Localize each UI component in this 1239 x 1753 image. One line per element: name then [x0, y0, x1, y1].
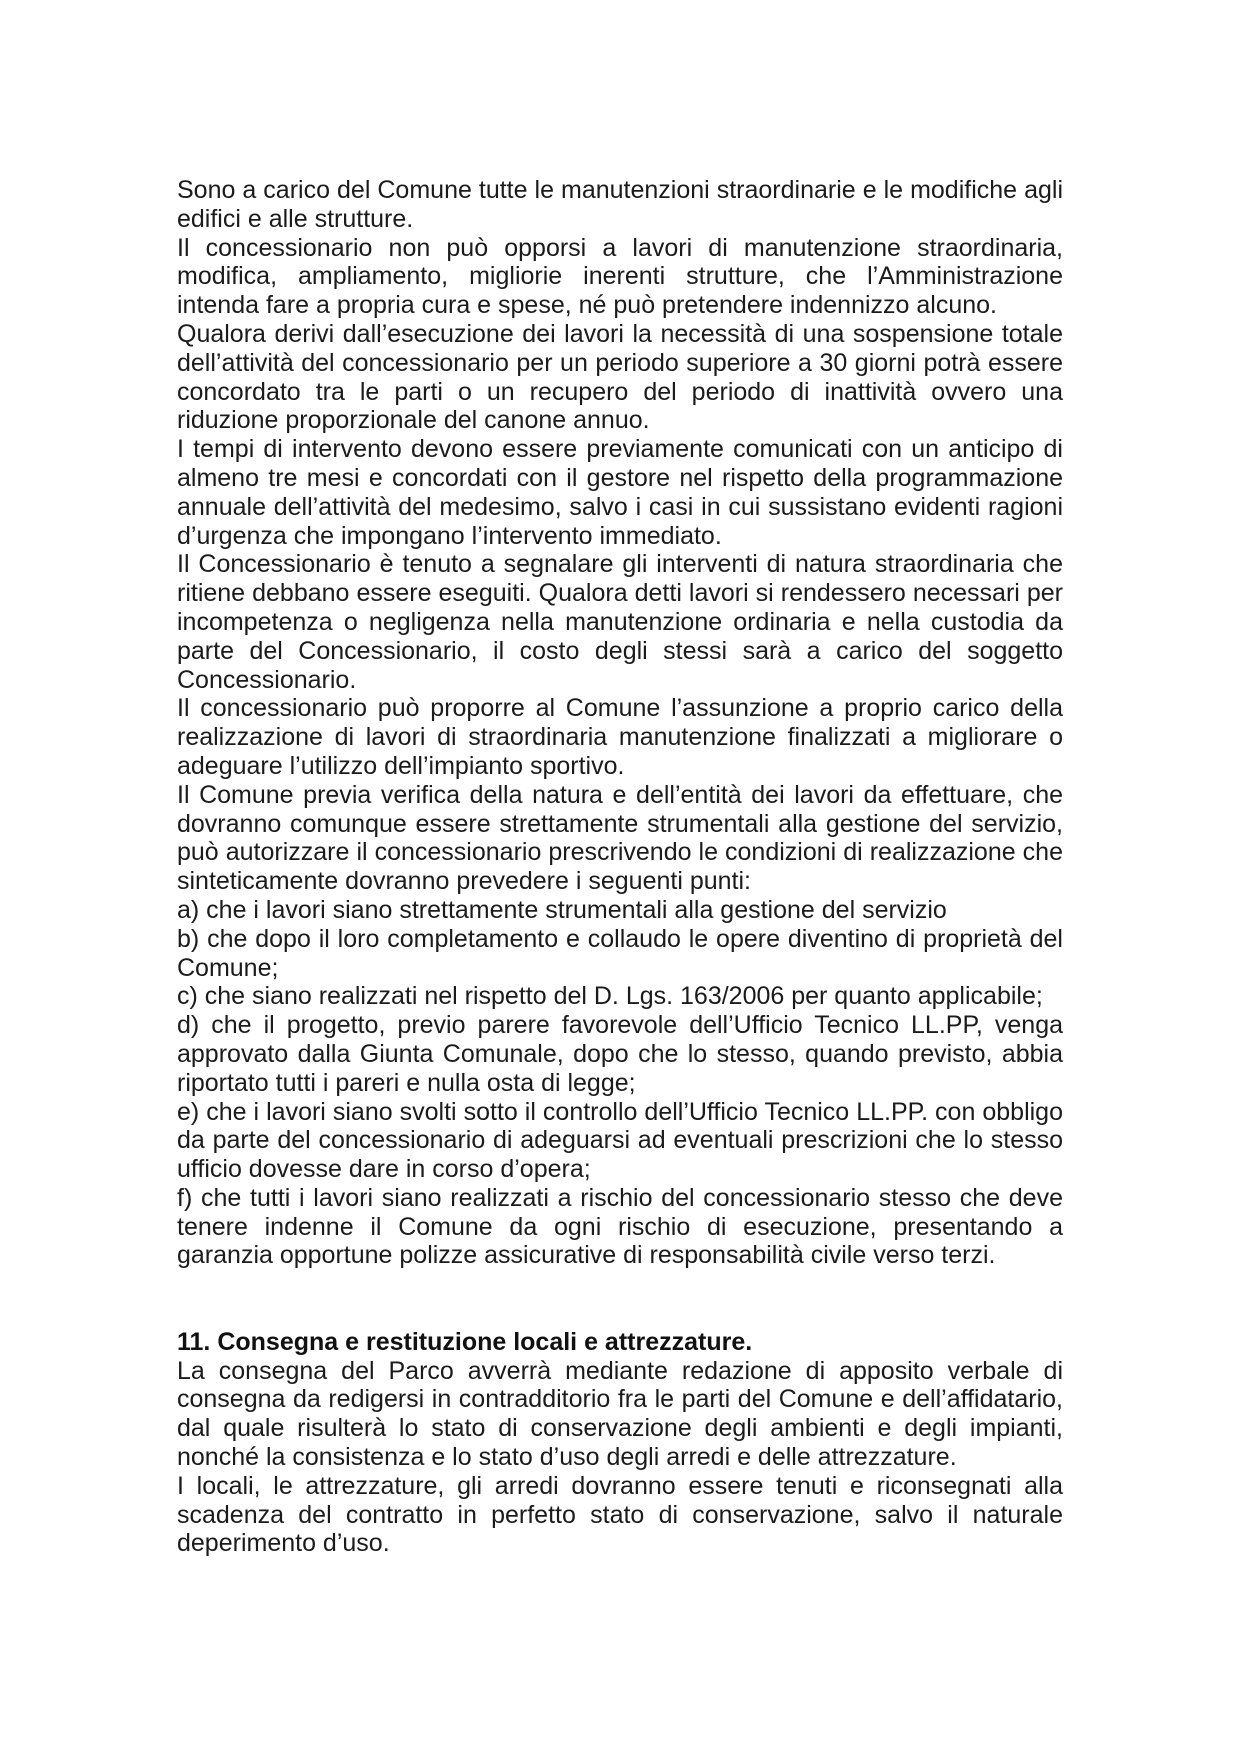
condition-item-a: a) che i lavori siano strettamente strumentali alla gestione del servizio — [177, 895, 947, 924]
condition-item-c: c) che siano realizzati nel rispetto del D. Lgs. 163/2006 per quanto applicabile; — [177, 982, 1043, 1011]
paragraph-no-opposition: Il concessionario non può opporsi a lavori di manutenzione straordinaria, modifica, ampliamento, migliorie inerenti strutture, che l’Amministrazione intenda fare a propria cura e spese, né può pretendere indennizzo alcuno. — [177, 233, 1063, 320]
paragraph-works-proposal: Il concessionario può proporre al Comune l’assunzione a proprio carico della realizzazione di lavori di straordinaria manutenzione finalizzati a migliorare o adeguare l’utilizzo dell’impianto sportivo. — [177, 694, 1063, 780]
condition-item-d: d) che il progetto, previo parere favorevole dell’Ufficio Tecnico LL.PP, venga approvato dalla Giunta Comunale, dopo che lo stesso, quando previsto, abbia riportato tutti i pareri e nulla osta di legge; — [177, 1011, 1063, 1097]
paragraph-suspension-compensation: Qualora derivi dall’esecuzione dei lavori la necessità di una sospensione totale dell’attività del concessionario per un periodo superiore a 30 giorni potrà essere concordato tra le parti o un recupero del periodo di inattività ovvero una riduzione proporzionale del canone annuo. — [177, 319, 1063, 435]
paragraph-return-condition: I locali, le attrezzature, gli arredi dovranno essere tenuti e riconsegnati alla scadenza del contratto in perfetto stato di conservazione, salvo il naturale deperimento d’uso. — [177, 1471, 1063, 1558]
section-heading-11: 11. Consegna e restituzione locali e attrezzature. — [177, 1327, 753, 1356]
document-text-column — [177, 176, 1063, 1558]
condition-item-b: b) che dopo il loro completamento e collaudo le opere diventino di proprietà del Comune; — [177, 924, 1063, 982]
paragraph-intervention-timing: I tempi di intervento devono essere previamente comunicati con un anticipo di almeno tre mesi e concordati con il gestore nel rispetto della programmazione annuale dell’attività del medesimo, salvo i casi in cui sussistano evidenti ragioni d’urgenza che impongano l’intervento immediato. — [177, 435, 1063, 550]
paragraph-authorization-conditions: Il Comune previa verifica della natura e dell’entità dei lavori da effettuare, che dovranno comunque essere strettamente strumentali alla gestione del servizio, può autorizzare il concessionario prescrivendo le condizioni di realizzazione che sinteticamente dovranno prevedere i seguenti punti: — [177, 780, 1063, 896]
paragraph-extraordinary-reporting: Il Concessionario è tenuto a segnalare gli interventi di natura straordinaria che ritiene debbano essere eseguiti. Qualora detti lavori si rendessero necessari per incompetenza o negligenza nella manutenzione ordinaria e nella custodia da parte del Concessionario, il costo degli stessi sarà a carico del soggetto Concessionario. — [177, 550, 1063, 694]
paragraph-delivery-report: La consegna del Parco avverrà mediante redazione di apposito verbale di consegna da redigersi in contradditorio fra le parti del Comune e dell’affidatario, dal quale risulterà lo stato di conservazione degli ambienti e degli impianti, nonché la consistenza e lo stato d’uso degli arredi e delle attrezzature. — [177, 1356, 1063, 1472]
condition-item-e: e) che i lavori siano svolti sotto il controllo dell’Ufficio Tecnico LL.PP. con obbligo da parte del concessionario di adeguarsi ad eventuali prescrizioni che lo stesso ufficio dovesse dare in corso d’opera; — [177, 1097, 1063, 1184]
paragraph-maintenance-burden: Sono a carico del Comune tutte le manutenzioni straordinarie e le modifiche agli edifici e alle strutture. — [177, 176, 1063, 233]
condition-item-f: f) che tutti i lavori siano realizzati a rischio del concessionario stesso che deve tenere indenne il Comune da ogni rischio di esecuzione, presentando a garanzia opportune polizze assicurative di responsabilità civile verso terzi. — [177, 1183, 1063, 1270]
